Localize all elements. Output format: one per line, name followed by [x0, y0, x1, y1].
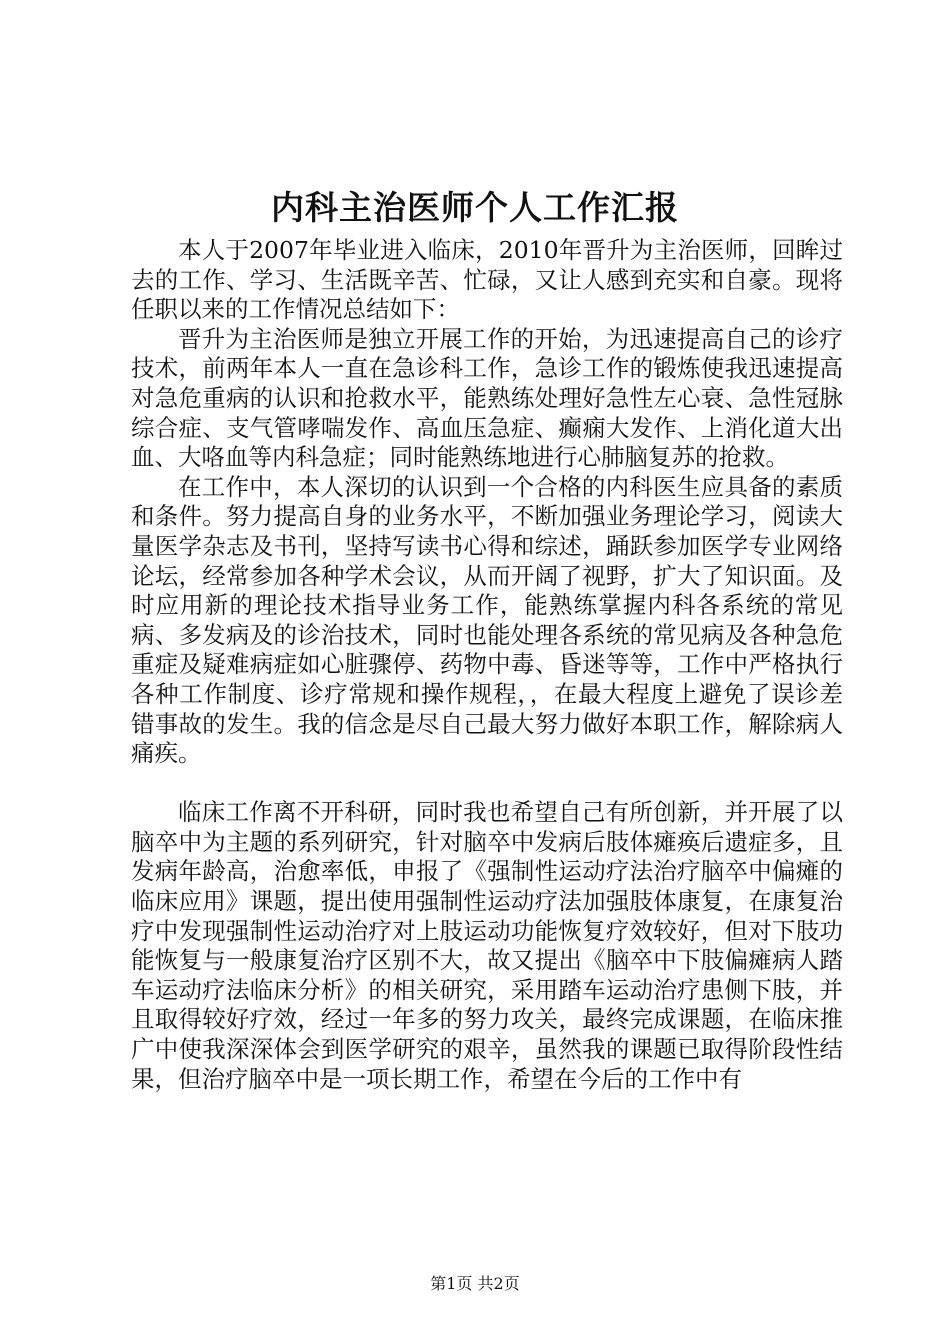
paragraph-2: 晋升为主治医师是独立开展工作的开始，为迅速提高自己的诊疗技术，前两年本人一直在急诊科工作，急诊工作的锻炼使我迅速提高对急危重病的认识和抢救水平，能熟练处理好急性左心衰、急性冠脉综合症、支气管哮喘发作、高血压急症、癫痫大发作、上消化道大出血、大咯血等内科急症；同时能熟练地进行心肺脑复苏的抢救。 [131, 324, 843, 472]
paragraph-4: 临床工作离不开科研，同时我也希望自己有所创新，并开展了以脑卒中为主题的系列研究，针对脑卒中发病后肢体瘫痪后遗症多，且发病年龄高，治愈率低，申报了《强制性运动疗法治疗脑卒中偏瘫的临床应用》课题，提出使用强制性运动疗法加强肢体康复，在康复治疗中发现强制性运动治疗对上肢运动功能恢复疗效较好，但对下肢功能恢复与一般康复治疗区别不大，故又提出《脑卒中下肢偏瘫病人踏车运动疗法临床分析》的相关研究，采用踏车运动治疗患侧下肢，并且取得较好疗效，经过一年多的努力攻关，最终完成课题，在临床推广中使我深深体会到医学研究的艰辛，虽然我的课题已取得阶段性结果，但治疗脑卒中是一项长期工作，希望在今后的工作中有 [131, 798, 843, 1093]
page-number-footer: 第1页 共2页 [430, 1274, 520, 1293]
paragraph-1: 本人于2007年毕业进入临床，2010年晋升为主治医师，回眸过去的工作、学习、生活既辛苦、忙碌，又让人感到充实和自豪。现将任职以来的工作情况总结如下： [131, 236, 843, 324]
paragraph-3: 在工作中，本人深切的认识到一个合格的内科医生应具备的素质和条件。努力提高自身的业务水平，不断加强业务理论学习，阅读大量医学杂志及书刊，坚持写读书心得和综述，踊跃参加医学专业网络论坛，经常参加各种学术会议，从而开阔了视野，扩大了知识面。及时应用新的理论技术指导业务工作，能熟练掌握内科各系统的常见病、多发病及的诊治技术，同时也能处理各系统的常见病及各种急危重症及疑难病症如心脏骤停、药物中毒、昏迷等等，工作中严格执行各种工作制度、诊疗常规和操作规程，，在最大程度上避免了误诊差错事故的发生。我的信念是尽自己最大努力做好本职工作，解除病人痛疾。 [131, 472, 843, 768]
document-body [131, 236, 843, 1094]
document-title: 内科主治医师个人工作汇报 [271, 188, 679, 227]
paragraph-spacer [131, 769, 843, 799]
